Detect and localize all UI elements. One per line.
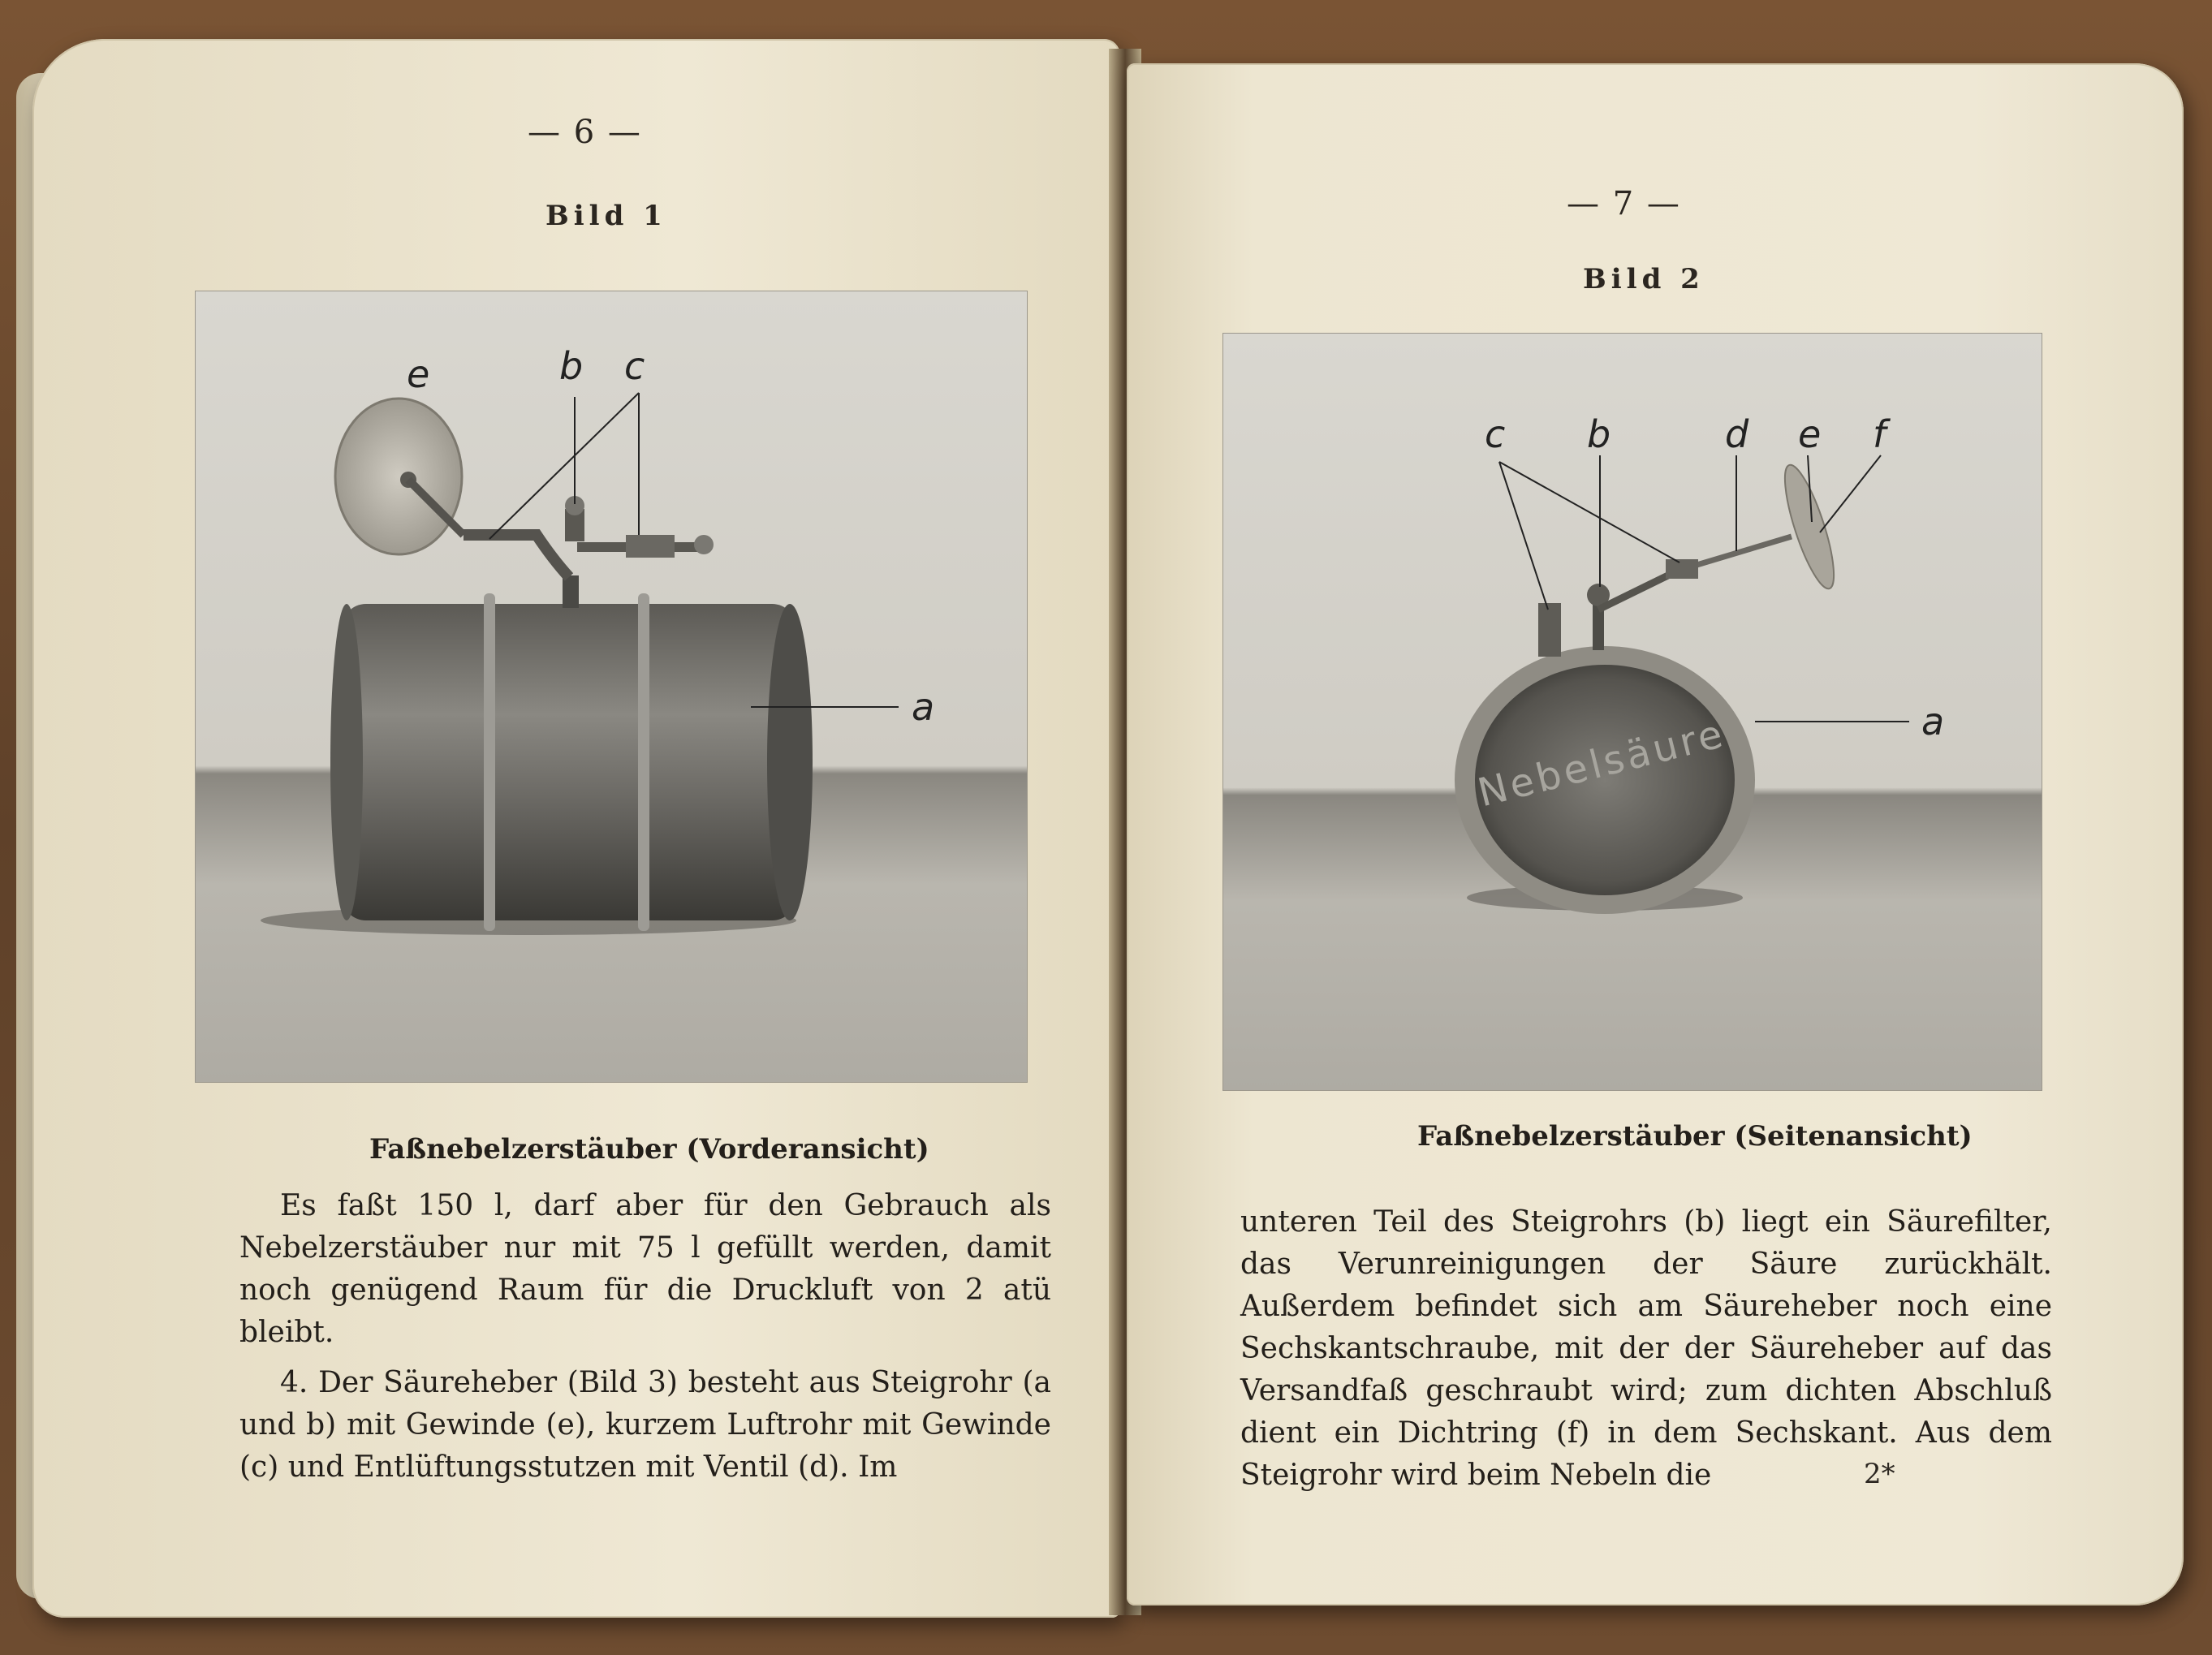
label-b: b — [559, 344, 584, 388]
drum-body — [342, 604, 796, 920]
figure-caption-right: Faßnebelzerstäuber (Seitenansicht) — [1417, 1120, 1973, 1153]
spray-disc — [335, 399, 462, 554]
label-e: e — [1798, 412, 1822, 456]
right-page — [1127, 63, 2184, 1605]
figure-caption-left: Faßnebelzerstäuber (Vorderansicht) — [369, 1133, 929, 1166]
figure-label-right: Bild 2 — [1583, 263, 1705, 295]
page-number-left: — 6 — — [528, 114, 642, 151]
label-c: c — [1485, 412, 1506, 456]
label-f: f — [1873, 412, 1886, 456]
figure-photo-front-view — [195, 291, 1028, 1083]
figure-photo-side-view — [1222, 333, 2042, 1091]
label-c: c — [624, 344, 645, 388]
drum-embossing: Nebelsäure — [1473, 710, 1731, 817]
body-text-right — [1240, 1201, 2052, 1497]
label-a: a — [1921, 700, 1945, 743]
label-d: d — [1725, 412, 1749, 456]
drum-front-illustration — [196, 291, 1027, 1082]
drum-side-illustration — [1223, 334, 2042, 1090]
signature-mark: 2* — [1864, 1458, 1895, 1490]
left-page — [32, 39, 1120, 1618]
label-e: e — [407, 352, 430, 396]
figure-label-left: Bild 1 — [545, 200, 667, 232]
label-a: a — [912, 685, 935, 729]
paragraph-right-1: unteren Teil des Steigrohrs (b) liegt ein Säurefilter, das Verunreinigungen der Säure zurückhält. Außerdem befindet sich am Säureheber noch eine Sechskantschraube, mit der der Säureheber auf das Versandfaß geschraubt wird; zum dichten Abschluß dient ein Dichtring (f) in dem Sechskant. Aus dem Steigrohr wird beim Nebeln die — [1240, 1205, 2052, 1492]
body-text-left — [239, 1185, 1051, 1489]
paragraph-left-2: 4. Der Säureheber (Bild 3) besteht aus Steigrohr (a und b) mit Gewinde (e), kurzem Luftrohr mit Gewinde (c) und Entlüftungsstutzen mit Ventil (d). Im — [239, 1366, 1051, 1484]
paragraph-left-1: Es faßt 150 l, darf aber für den Gebrauch als Nebelzerstäuber nur mit 75 l gefüllt werden, damit noch genügend Raum für die Druckluft von 2 atü bleibt. — [239, 1189, 1051, 1349]
label-b: b — [1587, 412, 1611, 456]
page-number-right: — 7 — — [1567, 185, 1681, 222]
